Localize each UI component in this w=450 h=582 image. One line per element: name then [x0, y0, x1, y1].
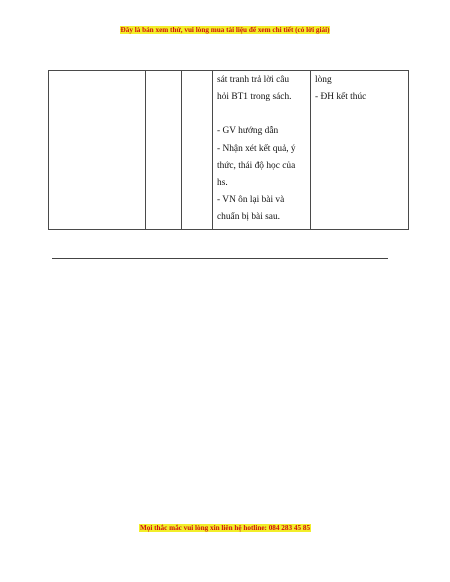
activity-line: chuẩn bị bài sau. [217, 212, 281, 223]
table-row [49, 71, 409, 230]
activity-line: - VN ôn lại bài và [217, 195, 285, 206]
lesson-plan-table [48, 70, 409, 230]
table-cell-empty-1 [49, 71, 146, 230]
activity-line: sát tranh trả lời câu [217, 75, 290, 85]
table-cell-empty-3 [182, 71, 213, 230]
hotline-footer [0, 524, 450, 532]
notes-cell [311, 71, 409, 230]
activity-line: - GV hướng dẫn [217, 126, 279, 137]
preview-notice-banner [0, 26, 450, 34]
teacher-activities-cell [213, 71, 311, 230]
table-cell-empty-2 [146, 71, 182, 230]
horizontal-divider [52, 258, 388, 259]
preview-notice-text: Đây là bản xem thử, vui lòng mua tài liệu để xem chi tiết (có lời giải) [120, 26, 330, 34]
notes-line: - ĐH kết thúc [315, 92, 367, 103]
activity-line: - Nhận xét kết quả, ý [217, 143, 296, 154]
notes-line: lòng [315, 75, 332, 85]
hotline-text: Mọi thắc mắc vui lòng xin liên hệ hotline: 084 283 45 85 [139, 524, 311, 532]
activity-line: hs. [217, 178, 228, 189]
activity-line: thức, thái độ học của [217, 160, 296, 171]
blank-line [217, 106, 307, 123]
activity-line: hỏi BT1 trong sách. [217, 92, 292, 103]
